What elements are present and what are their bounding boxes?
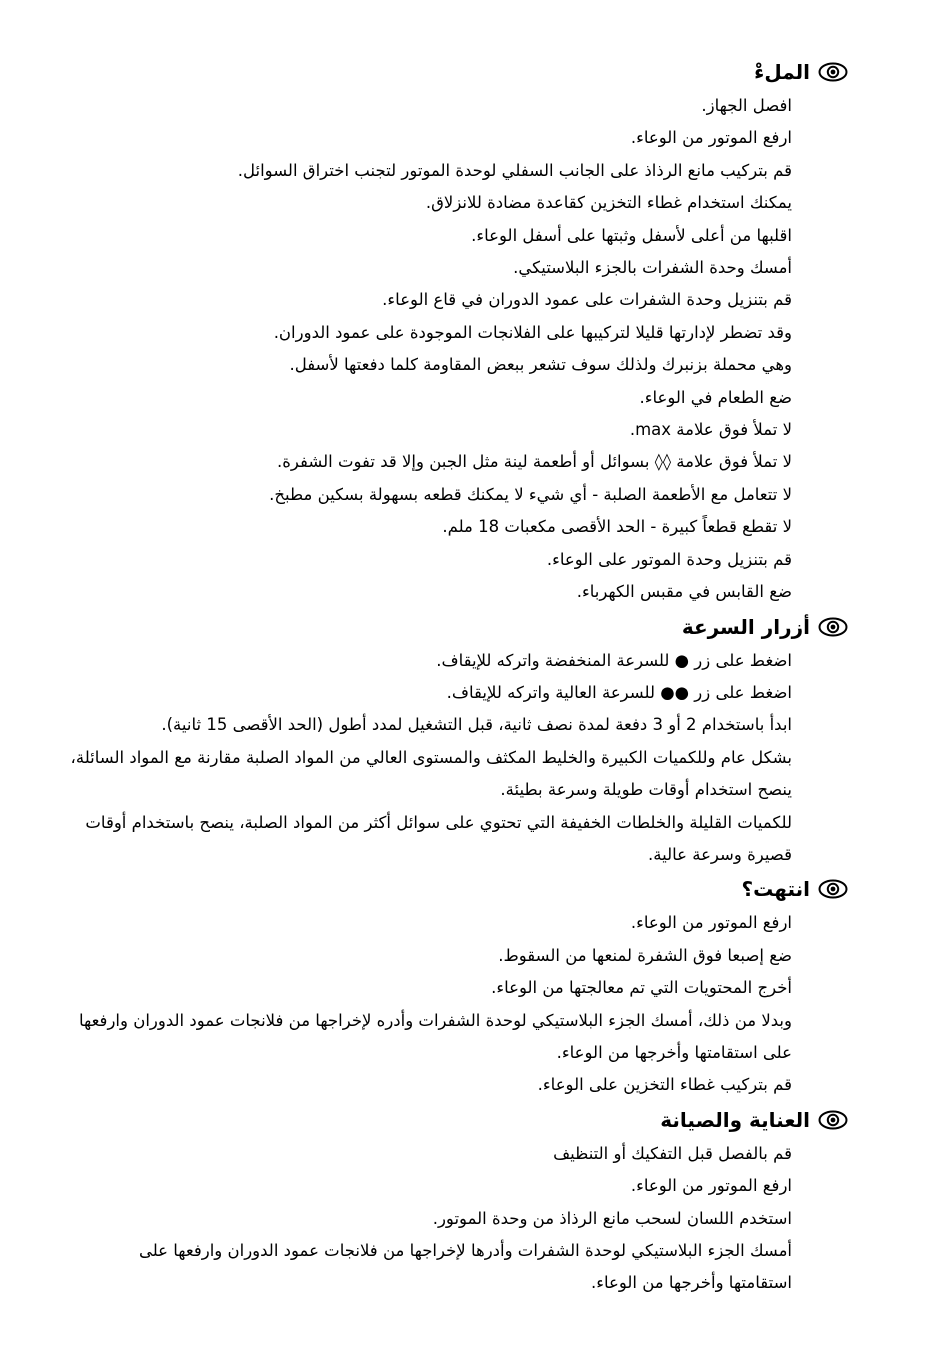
instruction-line: ضع إصبعا فوق الشفرة لمنعها من السقوط. — [498, 945, 792, 965]
instruction-line: قصيرة وسرعة عالية. — [648, 844, 792, 864]
eye-icon — [816, 1109, 850, 1131]
instruction-line: ابدأ باستخدام 2 أو 3 دفعة لمدة نصف ثانية، قبل التشغيل لمدد أطول (الحد الأقصى 15 ثانية). — [161, 715, 792, 735]
instruction-line: اضغط على زر ●● للسرعة العالية واتركه للإيقاف. — [446, 682, 792, 702]
instruction-line: اضغط على زر ● للسرعة المنخفضة واتركه للإيقاف. — [436, 650, 792, 670]
instruction-line: قم بتركيب مانع الرذاذ على الجانب السفلي لوحدة الموتور لتجنب اختراق السوائل. — [237, 160, 792, 180]
instruction-line: للكميات القليلة والخلطات الخفيفة التي تحتوي على سوائل أكثر من المواد الصلبة، ينصح باستخدام أوقات — [85, 812, 792, 832]
instruction-line: ينصح استخدام أوقات طويلة وسرعة بطيئة. — [500, 780, 792, 800]
instruction-line: وهي محملة بزنبرك ولذلك سوف تشعر ببعض المقاومة كلما دفعتها لأسفل. — [289, 355, 792, 375]
section-body — [40, 90, 892, 609]
section-heading — [40, 54, 850, 90]
instruction-line: استقامتها وأخرجها من الوعاء. — [590, 1273, 792, 1293]
instruction-line: قم بتركيب غطاء التخزين على الوعاء. — [537, 1075, 792, 1095]
instruction-line: أمسك الجزء البلاستيكي لوحدة الشفرات وأدرها لإخراجها من فلانجات عمود الدوران وارفعها على — [138, 1241, 792, 1260]
instruction-line: أمسك وحدة الشفرات بالجزء البلاستيكي. — [513, 258, 792, 278]
instruction-line: ارفع الموتور من الوعاء. — [630, 913, 792, 933]
instruction-line: ارفع الموتور من الوعاء. — [630, 1176, 792, 1196]
instruction-line: افصل الجهاز. — [701, 96, 792, 115]
instruction-line: أخرج المحتويات التي تم معالجتها من الوعاء. — [491, 978, 792, 998]
instruction-line: قم بالفصل قبل التفكيك أو التنظيف — [553, 1143, 792, 1163]
section-body — [40, 1138, 892, 1300]
section-body — [40, 907, 892, 1101]
instruction-line: ضع القابس في مقبس الكهرباء. — [576, 582, 792, 602]
eye-icon — [816, 878, 850, 900]
section-body — [40, 645, 892, 872]
instruction-line: قم بتنزيل وحدة الشفرات على عمود الدوران في قاع الوعاء. — [382, 290, 792, 310]
eye-icon — [816, 61, 850, 83]
section-title: أزرار السرعة — [681, 614, 810, 639]
instruction-line: لا تتعامل مع الأطعمة الصلبة - أي شيء لا يمكنك قطعه بسهولة بسكين مطبخ. — [269, 484, 792, 504]
section-title: انتهت؟ — [741, 877, 810, 902]
instruction-line: ارفع الموتور من الوعاء. — [630, 128, 792, 148]
instruction-line: لا تقطع قطعاً كبيرة - الحد الأقصى مكعبات 18 ملم. — [442, 517, 792, 537]
instruction-line: وبدلا من ذلك، أمسك الجزء البلاستيكي لوحدة الشفرات وأدره لإخراجها من فلانجات عمود الدوران وارفعها — [78, 1010, 792, 1030]
instruction-line: استخدم اللسان لسحب مانع الرذاذ من وحدة الموتور. — [432, 1208, 792, 1228]
section-title: الملءْ — [754, 60, 810, 84]
instruction-line: يمكنك استخدام غطاء التخزين كقاعدة مضادة للانزلاق. — [425, 193, 792, 213]
instruction-line: لا تملأ فوق علامة ◊◊ بسوائل أو أطعمة لينة مثل الجبن وإلا قد تفوت الشفرة. — [277, 452, 792, 472]
section-heading — [40, 1102, 850, 1138]
instruction-line: ضع الطعام في الوعاء. — [639, 387, 792, 407]
instruction-line: على استقامتها وأخرجها من الوعاء. — [556, 1042, 792, 1062]
section-heading — [40, 609, 850, 645]
instruction-line: قم بتنزيل وحدة الموتور على الوعاء. — [546, 549, 792, 569]
section-heading — [40, 871, 850, 907]
instruction-line: وقد تضطر لإدارتها قليلا لتركيبها على الفلانجات الموجودة على عمود الدوران. — [273, 322, 792, 342]
instruction-line: اقلبها من أعلى لأسفل وثبتها على أسفل الوعاء. — [471, 225, 792, 245]
section-title: العناية والصيانة — [660, 1107, 810, 1132]
instruction-line: بشكل عام وللكميات الكبيرة والخليط المكثف والمستوى العالي من المواد الصلبة مقارنة مع المواد السائلة، — [70, 747, 792, 767]
eye-icon — [816, 616, 850, 638]
instruction-line: لا تملأ فوق علامة max. — [629, 420, 792, 440]
